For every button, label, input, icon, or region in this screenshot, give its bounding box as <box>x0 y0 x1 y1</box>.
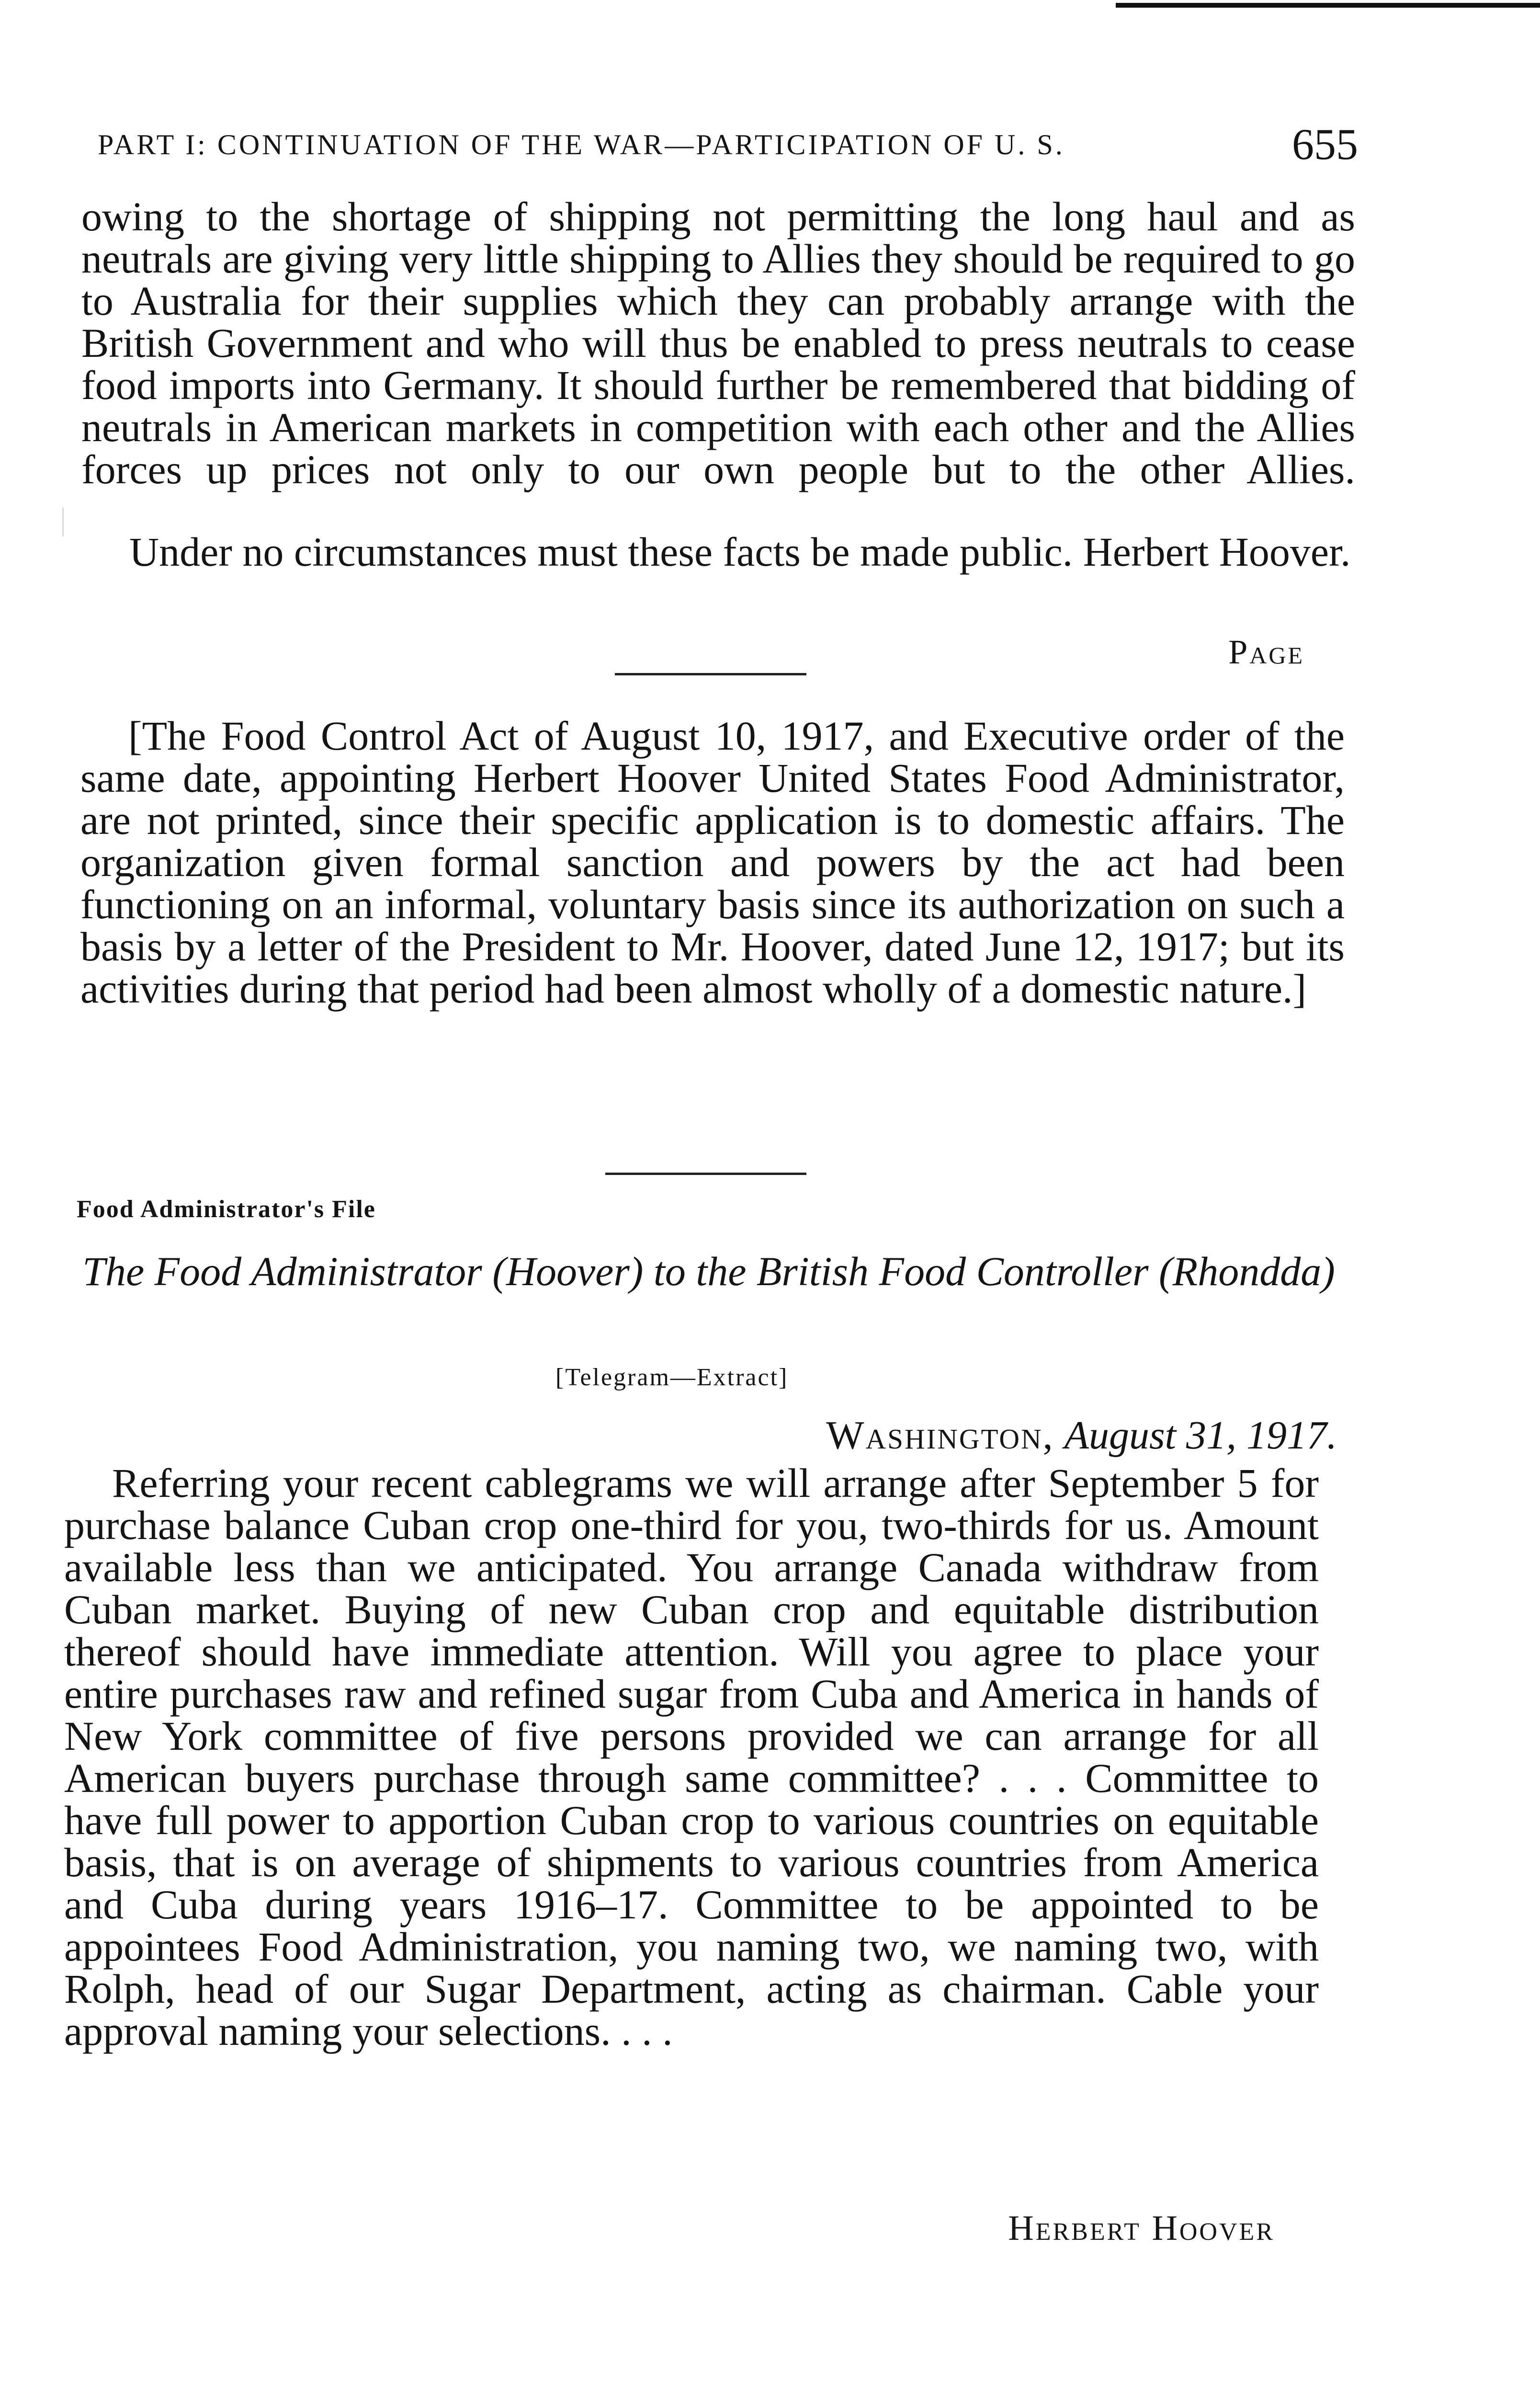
carryover-signature: Page <box>1228 633 1304 671</box>
telegram-signature: Herbert Hoover <box>1008 2209 1275 2248</box>
carryover-paragraph: owing to the shortage of shipping not permitting the long haul and as neutrals are giving very little shipping to Allies they should be required to go to Australia for their supplies which they can probably arrange with the British Government and who will thus be enabled to press neutrals to cease food imports into Germany. It should further be remembered that bidding of neutrals in American markets in competition with each other and the Allies forces up prices not only to our own people but to the other Allies. <box>81 194 1355 492</box>
page-number: 655 <box>1292 120 1358 169</box>
dateline-place: Washington, <box>826 1413 1054 1458</box>
carryover-closing-text: Under no circumstances must these facts be made public. Herbert Hoover. <box>129 529 1351 575</box>
editorial-note-text: [The Food Control Act of August 10, 1917, and Executive order of the same date, appointing Herbert Hoover United States Food Administrator, are not printed, since their specific application is to domestic affairs. The organization given formal sanction and powers by the act had been functioning on an informal, voluntary basis since its authorization on such a basis by a letter of the President to Mr. Hoover, dated June 12, 1917; but its activities during that period had been almost wholly of a domestic nature.] <box>80 713 1345 1012</box>
top-edge-rule <box>1116 3 1540 8</box>
editorial-note <box>80 715 1345 1010</box>
running-head-title: PART I: CONTINUATION OF THE WAR—PARTICIPATION OF U. S. <box>98 129 1065 160</box>
carryover-closing <box>81 531 1355 573</box>
dateline-date: August 31, 1917. <box>1064 1413 1337 1458</box>
dateline <box>826 1412 1337 1459</box>
telegram-body <box>64 1462 1319 2052</box>
file-label: Food Administrator's File <box>77 1196 376 1223</box>
running-head <box>98 119 1358 176</box>
scan-artifact <box>62 508 64 536</box>
section-divider <box>605 1173 806 1175</box>
section-divider <box>615 673 806 675</box>
document-subtitle: [Telegram—Extract] <box>555 1364 789 1391</box>
document-title: The Food Administrator (Hoover) to the British Food Controller (Rhondda) <box>82 1248 1335 1294</box>
telegram-body-text: Referring your recent cablegrams we will arrange after September 5 for purchase balance Cuban crop one-third for you, two-thirds for us. Amount available less than we anticipated. You arrange Canada withdraw from Cuban market. Buying of new Cuban crop and equitable distribution thereof should have immediate attention. Will you agree to place your entire purchases raw and refined sugar from Cuba and America in hands of New York committee of five persons provided we can arrange for all American buyers purchase through same committee? . . . Committee to have full power to apportion Cuban crop to various countries on equitable basis, that is on average of shipments to various countries from America and Cuba during years 1916–17. Committee to be appointed to be appointees Food Administration, you naming two, we naming two, with Rolph, head of our Sugar Department, acting as chairman. Cable your approval naming your selections. . . . <box>64 1460 1319 2054</box>
